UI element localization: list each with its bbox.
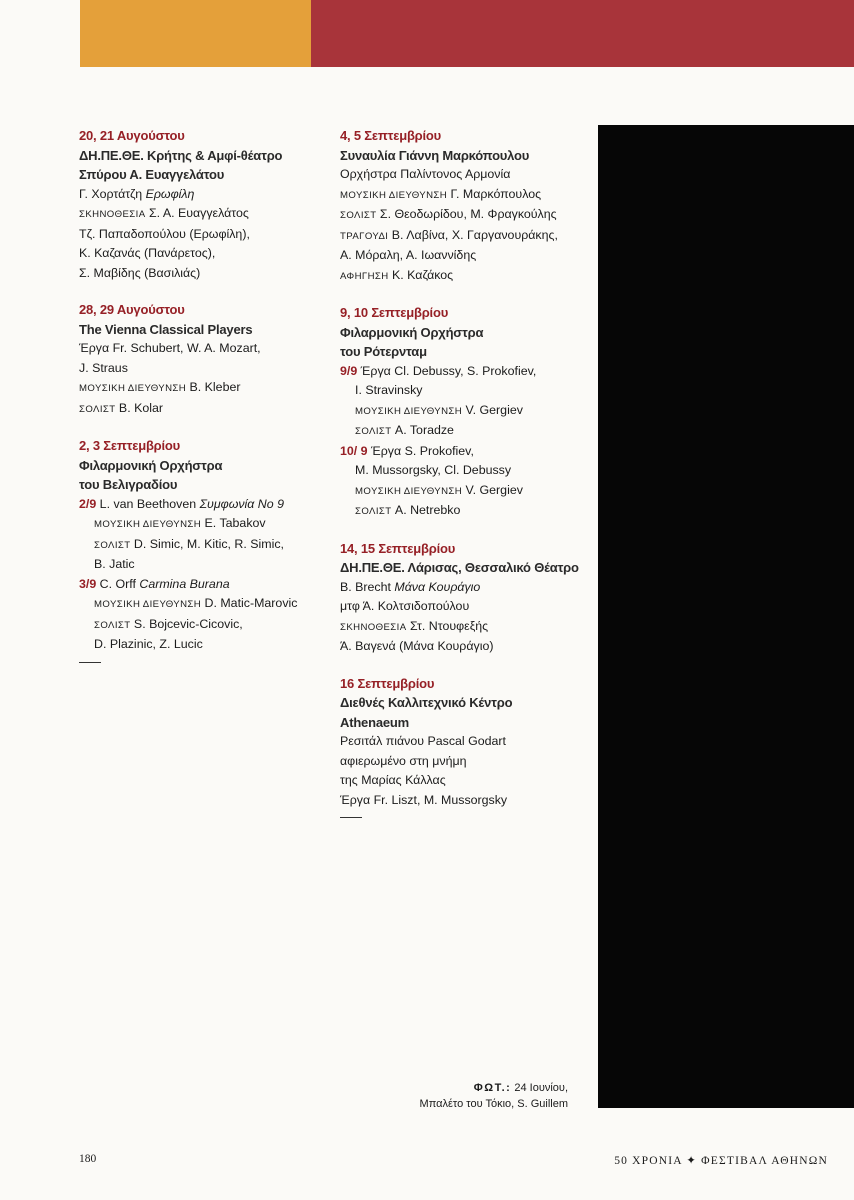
entry-date: 14, 15 Σεπτεμβρίου	[340, 540, 456, 556]
entry-line: ΜΟΥΣΙΚΗ ΔΙΕΥΘΥΝΣΗ V. Gergiev	[355, 482, 523, 497]
program-entry	[79, 436, 339, 663]
entry-line: M. Mussorgsky, Cl. Debussy	[355, 463, 512, 477]
entry-venue: του Ρότερνταμ	[340, 344, 427, 359]
entry-line: ΤΡΑΓΟΥΔΙ Β. Λαβίνα, Χ. Γαργανουράκης,	[340, 227, 558, 242]
entry-line: Έργα Fr. Schubert, W. A. Mozart,	[79, 341, 261, 355]
entry-line: 2/9 L. van Beethoven Συμφωνία No 9	[79, 496, 284, 511]
entry-line: ΜΟΥΣΙΚΗ ΔΙΕΥΘΥΝΣΗ D. Matic-Marovic	[94, 596, 298, 610]
entry-line: ΣΚΗΝΟΘΕΣΙΑ Στ. Ντουφεξής	[340, 618, 489, 633]
entry-line: Σ. Μαβίδης (Βασιλιάς)	[79, 265, 201, 280]
caption-line: 24 Ιουνίου,	[511, 1082, 568, 1094]
entry-line: ΑΦΗΓΗΣΗ Κ. Καζάκος	[340, 267, 454, 282]
entry-line: Τζ. Παπαδοπούλου (Ερωφίλη),	[79, 226, 250, 241]
entry-venue: Σπύρου Α. Ευαγγελάτου	[79, 167, 225, 182]
entry-line: ΜΟΥΣΙΚΗ ΔΙΕΥΘΥΝΣΗ V. Gergiev	[355, 402, 523, 417]
section-end-rule	[340, 817, 362, 818]
entry-line: J. Straus	[79, 360, 128, 375]
entry-line: Α. Μόραλη, Α. Ιωαννίδης	[340, 248, 477, 262]
entry-venue: The Vienna Classical Players	[79, 321, 253, 337]
entry-line: ΣΟΛΙΣΤ B. Kolar	[79, 400, 164, 415]
program-entry	[79, 126, 339, 283]
caption-label: ΦΩΤ.:	[473, 1082, 512, 1094]
entry-venue: του Βελιγραδίου	[79, 477, 178, 492]
header-band-red	[311, 0, 854, 67]
page-number: 180	[79, 1153, 97, 1165]
entry-venue: Συναυλία Γιάννη Μαρκόπουλου	[340, 147, 530, 163]
entry-line: ΜΟΥΣΙΚΗ ΔΙΕΥΘΥΝΣΗ B. Kleber	[79, 380, 241, 394]
entry-line: 9/9 Έργα Cl. Debussy, S. Prokofiev,	[340, 363, 537, 378]
entry-line: ΣΟΛΙΣΤ A. Netrebko	[355, 503, 461, 517]
entry-venue: Διεθνές Καλλιτεχνικό Κέντρο	[340, 695, 513, 710]
section-end-rule	[79, 662, 101, 663]
entry-venue: ΔΗ.ΠΕ.ΘΕ. Κρήτης & Αμφί-θέατρο	[79, 147, 283, 163]
entry-line: Γ. Χορτάτζη Ερωφίλη	[79, 186, 195, 201]
program-column-middle	[340, 126, 592, 835]
photo-caption	[420, 1080, 568, 1112]
entry-line: 10/ 9 Έργα S. Prokofiev,	[340, 443, 474, 458]
entry-venue: Φιλαρμονική Ορχήστρα	[79, 457, 223, 473]
entry-line: ΜΟΥΣΙΚΗ ΔΙΕΥΘΥΝΣΗ E. Tabakov	[94, 516, 266, 530]
entry-line: 3/9 C. Orff Carmina Burana	[79, 576, 230, 591]
entry-date: 16 Σεπτεμβρίου	[340, 675, 435, 691]
entry-line: ΣΟΛΙΣΤ D. Simic, M. Kitic, R. Simic,	[94, 536, 284, 551]
entry-line: αφιερωμένο στη μνήμη	[340, 753, 467, 768]
entry-date: 28, 29 Αυγούστου	[79, 302, 185, 317]
entry-date: 20, 21 Αυγούστου	[79, 128, 185, 143]
header-band-orange	[80, 0, 311, 67]
entry-date: 2, 3 Σεπτεμβρίου	[79, 438, 181, 453]
entry-line: ΣΟΛΙΣΤ A. Toradze	[355, 423, 454, 437]
entry-line: Ορχήστρα Παλίντονος Αρμονία	[340, 167, 511, 181]
entry-date: 4, 5 Σεπτεμβρίου	[340, 128, 442, 143]
entry-line: Ρεσιτάλ πιάνου Pascal Godart	[340, 734, 506, 748]
entry-date: 9, 10 Σεπτεμβρίου	[340, 305, 449, 320]
entry-line: Β. Brecht Μάνα Κουράγιο	[340, 579, 481, 594]
entry-line: Κ. Καζανάς (Πανάρετος),	[79, 246, 216, 260]
program-entry	[340, 126, 592, 286]
entry-venue: Φιλαρμονική Ορχήστρα	[340, 324, 484, 340]
program-entry	[79, 300, 339, 419]
entry-line: I. Stravinsky	[355, 383, 423, 397]
entry-line: ΣΟΛΙΣΤ S. Bojcevic-Cicovic,	[94, 616, 243, 631]
program-entry	[340, 539, 592, 657]
entry-line: Ά. Βαγενά (Μάνα Κουράγιο)	[340, 639, 494, 653]
program-entry	[340, 303, 592, 522]
entry-line: D. Plazinic, Z. Lucic	[94, 637, 203, 651]
entry-line: ΣΚΗΝΟΘΕΣΙΑ Σ. Α. Ευαγγελάτος	[79, 206, 249, 220]
entry-line: μτφ Ά. Κολτσιδοπούλου	[340, 599, 470, 613]
program-entry	[340, 674, 592, 819]
entry-line: της Μαρίας Κάλλας	[340, 773, 446, 787]
program-column-left	[79, 126, 339, 680]
entry-line: ΣΟΛΙΣΤ Σ. Θεοδωρίδου, Μ. Φραγκούλης	[340, 207, 557, 221]
running-footer: 50 ΧΡΟΝΙΑ ✦ ΦΕΣΤΙΒΑΛ ΑΘΗΝΩΝ	[614, 1155, 828, 1167]
entry-line: Έργα Fr. Liszt, M. Mussorgsky	[340, 792, 508, 807]
entry-line: ΜΟΥΣΙΚΗ ΔΙΕΥΘΥΝΣΗ Γ. Μαρκόπουλος	[340, 186, 542, 201]
entry-venue: ΔΗ.ΠΕ.ΘΕ. Λάρισας, Θεσσαλικό Θέατρο	[340, 560, 579, 575]
caption-line: Μπαλέτο του Τόκιο, S. Guillem	[419, 1098, 568, 1110]
photo-dark-panel	[598, 125, 854, 1108]
entry-line: B. Jatic	[94, 557, 135, 571]
entry-venue: Athenaeum	[340, 714, 409, 730]
